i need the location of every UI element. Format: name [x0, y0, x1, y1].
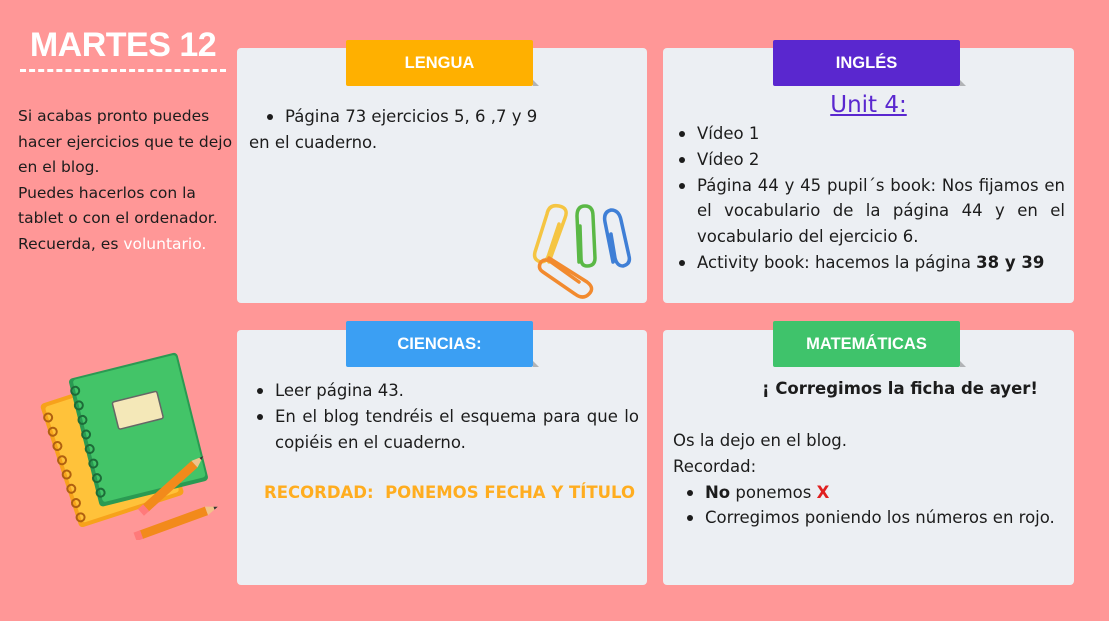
ingles-item-4 — [673, 250, 1065, 276]
paperclips-icon — [525, 198, 645, 308]
tab-ciencias: CIENCIAS: — [346, 321, 533, 367]
lengua-item: Página 73 ejercicios 5, 6 ,7 y 9 — [261, 104, 549, 130]
voluntario-text: voluntario. — [123, 234, 207, 253]
tab-matematicas: MATEMÁTICAS — [773, 321, 960, 367]
left-note-line2: Puedes hacerlos con la tablet o con el ordenador. — [18, 183, 218, 228]
ingles-item-1: Vídeo 1 — [673, 121, 1065, 147]
ciencias-item-1: Leer página 43. — [251, 378, 639, 404]
page-title: MARTES 12 — [20, 26, 226, 72]
activity-text: Activity book: hacemos la página — [697, 252, 977, 272]
left-note-line3-prefix: Recuerda, es — [18, 234, 124, 253]
ingles-content — [673, 121, 1065, 276]
red-x-mark: X — [816, 482, 830, 502]
unit-link[interactable]: Unit 4: — [830, 92, 907, 118]
ponemos-text: ponemos — [730, 482, 817, 502]
pencils-icon — [130, 440, 230, 540]
left-note-line3 — [18, 232, 236, 258]
tab-ingles: INGLÉS — [773, 40, 960, 86]
matematicas-line1: Os la dejo en el blog. — [673, 431, 848, 450]
ingles-item-3: Página 44 y 45 pupil´s book: Nos fijamos en el vocabulario de la página 44 y en el vocabulario del ejercicio 6. — [673, 173, 1065, 250]
matematicas-line2: Recordad: — [673, 456, 757, 476]
lengua-content — [249, 104, 549, 156]
activity-pages: 38 y 39 — [976, 252, 1045, 272]
left-note-line1: Si acabas pronto puedes hacer ejercicios que te dejo en el blog. — [18, 107, 233, 177]
tab-lengua: LENGUA — [346, 40, 533, 86]
recordad-note: RECORDAD: PONEMOS FECHA Y TÍTULO — [264, 483, 636, 502]
matematicas-card — [663, 330, 1074, 585]
no-text: No — [705, 482, 731, 502]
matematicas-item-2: Corregimos poniendo los números en rojo. — [681, 505, 1065, 531]
matematicas-heading: ¡ Corregimos la ficha de ayer! — [762, 379, 1038, 398]
ciencias-item-2: En el blog tendréis el esquema para que lo copiéis en el cuaderno. — [251, 404, 639, 456]
matematicas-item-1 — [681, 480, 1065, 506]
ciencias-card — [237, 330, 647, 585]
ingles-card — [663, 48, 1074, 303]
matematicas-content — [673, 428, 1065, 531]
ciencias-content — [251, 378, 639, 455]
lengua-card — [237, 48, 647, 303]
left-note — [18, 104, 236, 258]
ingles-item-2: Vídeo 2 — [673, 147, 1065, 173]
lengua-continuation: en el cuaderno. — [249, 132, 378, 152]
